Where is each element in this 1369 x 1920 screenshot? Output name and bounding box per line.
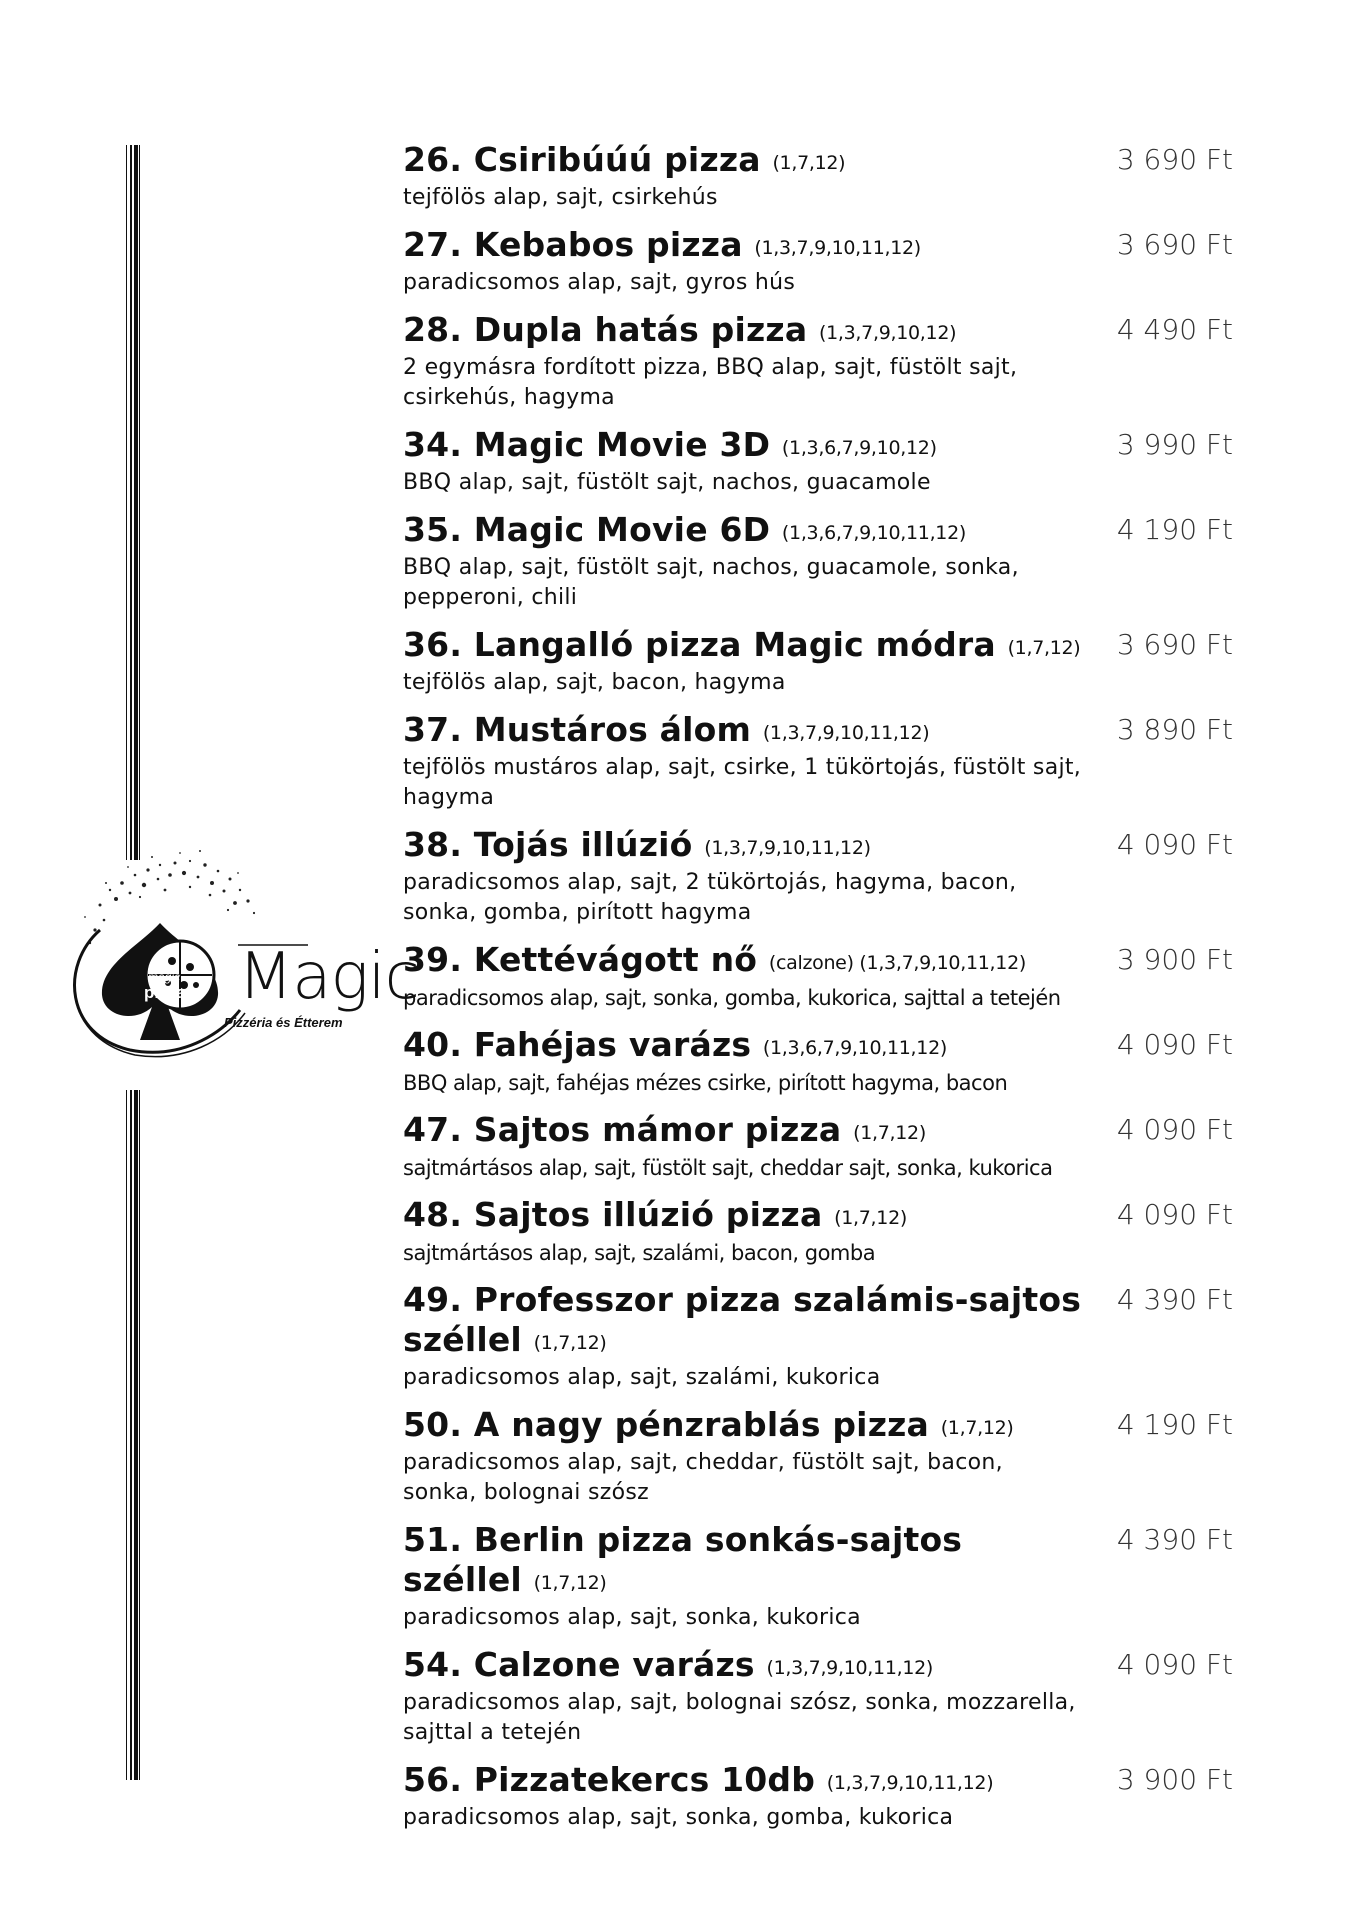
menu-item-price: 4 090 Ft (1116, 1198, 1233, 1231)
pizza-menu-list (403, 140, 1233, 1845)
menu-item-description: paradicsomos alap, sajt, sonka, gomba, kukorica (403, 1805, 954, 1830)
menu-item (403, 1760, 1233, 1833)
menu-item-number: 56. (403, 1760, 463, 1799)
menu-item-title (403, 310, 1083, 353)
menu-item (403, 225, 1233, 298)
logo-small-pizza: pizza (144, 983, 186, 1002)
menu-item-number: 39. (403, 940, 463, 979)
magic-pizza-logo (40, 835, 419, 1065)
menu-item-number: 34. (403, 425, 463, 464)
menu-item-title (403, 1025, 1083, 1068)
menu-item-number: 40. (403, 1025, 463, 1064)
menu-item-name: Berlin pizza sonkás-sajtos széllel (403, 1520, 963, 1599)
menu-item-title (403, 1195, 1083, 1238)
menu-item-description: paradicsomos alap, sajt, sonka, kukorica (403, 1605, 861, 1630)
menu-item-price: 3 900 Ft (1116, 943, 1233, 976)
menu-item-title (403, 1110, 1083, 1153)
menu-item-price: 4 090 Ft (1116, 828, 1233, 861)
menu-item-name: Fahéjas varázs (473, 1025, 752, 1064)
menu-item-number: 37. (403, 710, 463, 749)
menu-item-allergens: (1,3,7,9,10,11,12) (754, 237, 921, 259)
menu-item-description: paradicsomos alap, sajt, cheddar, füstölt sajt, bacon, sonka, bolognai szósz (403, 1450, 1003, 1505)
menu-item-allergens: (1,3,7,9,10,11,12) (826, 1772, 994, 1794)
menu-item-title (403, 710, 1083, 753)
vertical-rule-bottom (126, 1090, 140, 1780)
menu-item-description: paradicsomos alap, sajt, szalámi, kukorica (403, 1365, 881, 1390)
menu-item-title (403, 510, 1083, 553)
menu-item-number: 35. (403, 510, 463, 549)
menu-item (403, 1110, 1233, 1183)
menu-item-price: 3 690 Ft (1116, 228, 1233, 261)
menu-item-description: 2 egymásra fordított pizza, BBQ alap, sajt, füstölt sajt, csirkehús, hagyma (403, 355, 1018, 410)
menu-item-name: Kebabos pizza (473, 225, 743, 264)
menu-item-price: 4 190 Ft (1116, 1408, 1233, 1441)
menu-item-description: paradicsomos alap, sajt, gyros hús (403, 270, 796, 295)
menu-item-name: Professzor pizza szalámis-sajtos széllel (403, 1280, 1082, 1359)
menu-item-allergens: (1,3,7,9,10,12) (819, 322, 957, 344)
menu-item-price: 4 390 Ft (1116, 1523, 1233, 1556)
menu-item-description: tejfölös alap, sajt, bacon, hagyma (403, 670, 786, 695)
menu-item-name: Magic Movie 6D (473, 510, 771, 549)
menu-item-description: sajtmártásos alap, sajt, szalámi, bacon, gomba (403, 1241, 876, 1265)
menu-item-price: 4 090 Ft (1116, 1113, 1233, 1146)
menu-item (403, 940, 1233, 1013)
menu-item-number: 28. (403, 310, 463, 349)
menu-item (403, 510, 1233, 613)
logo-speckle (84, 850, 255, 944)
menu-item-number: 51. (403, 1520, 463, 1559)
menu-item-allergens: (1,3,6,7,9,10,12) (781, 437, 937, 459)
menu-item-name: A nagy pénzrablás pizza (473, 1405, 929, 1444)
menu-item-title (403, 625, 1083, 668)
menu-item-allergens: (1,3,6,7,9,10,11,12) (762, 1037, 947, 1059)
menu-item-description: BBQ alap, sajt, füstölt sajt, nachos, guacamole, sonka, pepperoni, chili (403, 555, 1019, 610)
menu-item-name: Langalló pizza Magic módra (473, 625, 996, 664)
menu-item-title (403, 425, 1083, 468)
menu-item-name: Magic Movie 3D (473, 425, 771, 464)
menu-item-price: 3 690 Ft (1116, 628, 1233, 661)
menu-item-description: paradicsomos alap, sajt, sonka, gomba, kukorica, sajttal a tetején (403, 986, 1061, 1010)
menu-item-name: Kettévágott nő (473, 940, 758, 979)
menu-item-price: 3 890 Ft (1116, 713, 1233, 746)
menu-item-title (403, 140, 1083, 183)
menu-item-allergens: (1,7,12) (940, 1417, 1014, 1439)
menu-item-name: Tojás illúzió (473, 825, 693, 864)
menu-item-title (403, 1520, 1083, 1603)
menu-item-name: Csiribúúú pizza (473, 140, 761, 179)
menu-item-name: Sajtos illúzió pizza (473, 1195, 823, 1234)
menu-item-allergens: (1,7,12) (533, 1332, 607, 1354)
menu-item-price: 4 490 Ft (1116, 313, 1233, 346)
menu-item-allergens: (1,3,7,9,10,11,12) (766, 1657, 934, 1679)
menu-item-allergens: (1,7,12) (772, 152, 846, 174)
menu-item-allergens: (1,3,7,9,10,11,12) (704, 837, 871, 859)
menu-item-allergens: (1,3,7,9,10,11,12) (762, 722, 930, 744)
menu-item-description: BBQ alap, sajt, fahéjas mézes csirke, pirított hagyma, bacon (403, 1071, 1008, 1095)
menu-item-description: sajtmártásos alap, sajt, füstölt sajt, cheddar sajt, sonka, kukorica (403, 1156, 1053, 1180)
menu-item (403, 1645, 1233, 1748)
menu-item (403, 1280, 1233, 1393)
menu-item-price: 3 690 Ft (1116, 143, 1233, 176)
menu-item (403, 1405, 1233, 1508)
menu-item-title (403, 1645, 1083, 1688)
menu-item-title (403, 825, 1083, 868)
menu-item-number: 50. (403, 1405, 463, 1444)
menu-item-name: Pizzatekercs 10db (473, 1760, 816, 1799)
menu-item (403, 140, 1233, 213)
logo-wordmark: Magic (238, 940, 419, 1014)
menu-item-price: 3 990 Ft (1116, 428, 1233, 461)
menu-item (403, 1195, 1233, 1268)
menu-item-number: 48. (403, 1195, 463, 1234)
menu-item-number: 47. (403, 1110, 463, 1149)
menu-item-price: 4 090 Ft (1116, 1648, 1233, 1681)
menu-item-title (403, 225, 1083, 268)
logo-small-magic: magic (148, 970, 181, 984)
menu-item-allergens: (calzone) (1,3,7,9,10,11,12) (768, 952, 1026, 974)
menu-item-number: 26. (403, 140, 463, 179)
vertical-rule-top (126, 145, 140, 860)
logo-subtitle: Pizzéria és Étterem (224, 1015, 343, 1030)
menu-item-name: Calzone varázs (473, 1645, 755, 1684)
menu-item-title (403, 1405, 1083, 1448)
menu-item-allergens: (1,7,12) (853, 1122, 926, 1144)
menu-item (403, 1025, 1233, 1098)
menu-item-description: tejfölös alap, sajt, csirkehús (403, 185, 718, 210)
menu-item-number: 38. (403, 825, 463, 864)
menu-item-name: Sajtos mámor pizza (473, 1110, 842, 1149)
menu-item-description: BBQ alap, sajt, füstölt sajt, nachos, guacamole (403, 470, 931, 495)
menu-item-allergens: (1,7,12) (834, 1207, 907, 1229)
menu-item-price: 3 900 Ft (1116, 1763, 1233, 1796)
menu-item-description: paradicsomos alap, sajt, 2 tükörtojás, hagyma, bacon, sonka, gomba, pirított hagyma (403, 870, 1017, 925)
menu-item-title (403, 1280, 1083, 1363)
menu-item-name: Dupla hatás pizza (473, 310, 808, 349)
menu-item-number: 36. (403, 625, 463, 664)
menu-item-price: 4 190 Ft (1116, 513, 1233, 546)
menu-item (403, 710, 1233, 813)
menu-item-number: 27. (403, 225, 463, 264)
menu-item-number: 54. (403, 1645, 463, 1684)
menu-item (403, 825, 1233, 928)
menu-item-allergens: (1,3,6,7,9,10,11,12) (781, 522, 966, 544)
menu-item-name: Mustáros álom (473, 710, 752, 749)
menu-item-description: tejfölös mustáros alap, sajt, csirke, 1 tükörtojás, füstölt sajt, hagyma (403, 755, 1082, 810)
menu-item-price: 4 090 Ft (1116, 1028, 1233, 1061)
menu-item-allergens: (1,7,12) (1007, 637, 1081, 659)
menu-item (403, 1520, 1233, 1633)
menu-item (403, 625, 1233, 698)
menu-item-allergens: (1,7,12) (533, 1572, 607, 1594)
menu-item (403, 310, 1233, 413)
menu-item-title (403, 1760, 1083, 1803)
menu-item-title (403, 940, 1083, 983)
menu-item-number: 49. (403, 1280, 463, 1319)
menu-item (403, 425, 1233, 498)
menu-item-price: 4 390 Ft (1116, 1283, 1233, 1316)
menu-item-description: paradicsomos alap, sajt, bolognai szósz, sonka, mozzarella, sajttal a tetején (403, 1690, 1076, 1745)
